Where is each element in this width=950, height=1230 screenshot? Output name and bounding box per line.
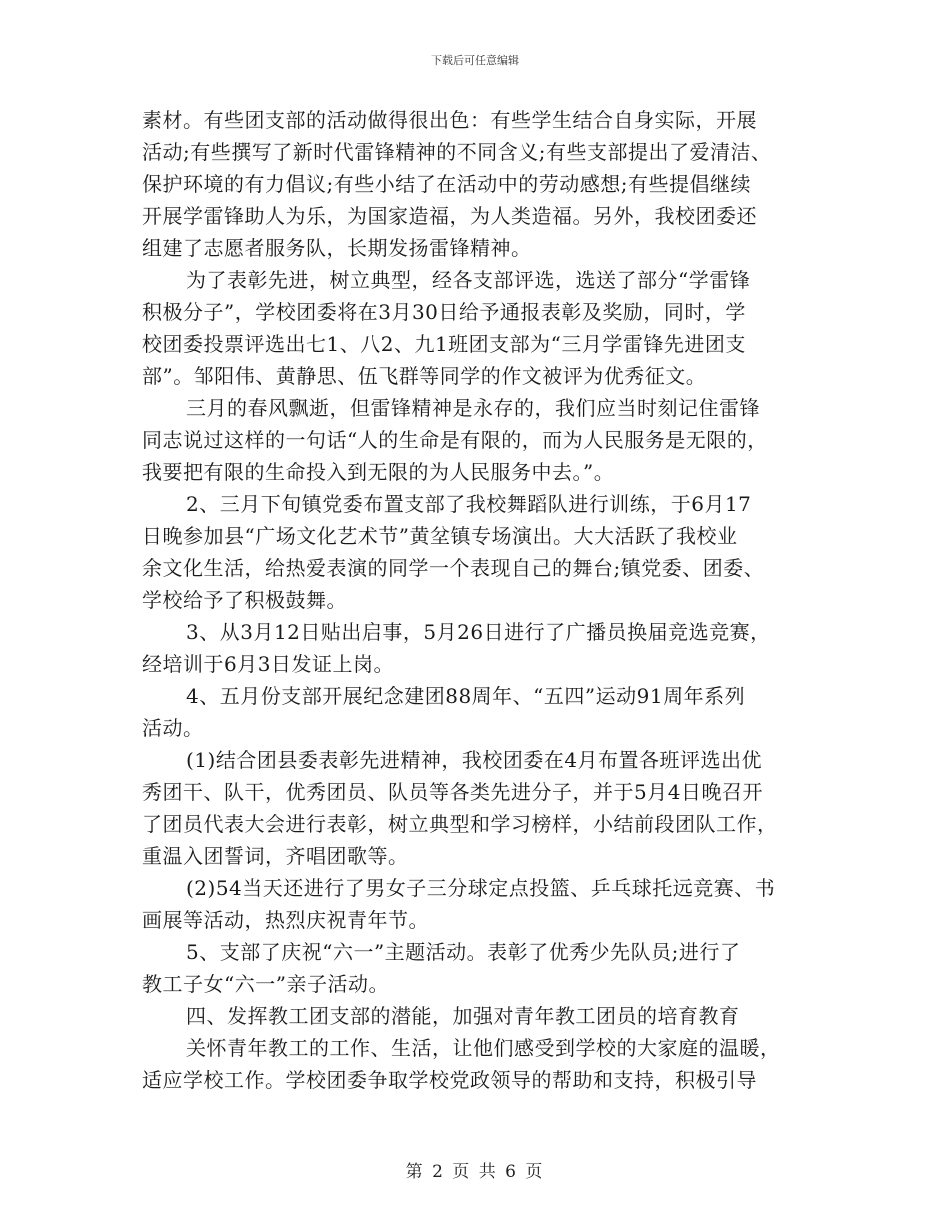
text-line: 适应学校工作。学校团委争取学校党政领导的帮助和支持，积极引导 [142,1068,757,1092]
text-line: (2)54当天还进行了男女子三分球定点投篮、乒乓球托远竞赛、书 [186,876,776,900]
text-line: (1)结合团县委表彰先进精神，我校团委在4月布置各班评选出优 [186,748,763,772]
text-line: 经培训于6月3日发证上岗。 [142,652,394,676]
text-line: 画展等活动，热烈庆祝青年节。 [142,908,429,932]
text-line: 教工子女“六一”亲子活动。 [142,972,389,996]
text-line: 部”。邹阳伟、黄静思、伍飞群等同学的作文被评为优秀征文。 [142,364,707,388]
text-line: 4、五月份支部开展纪念建团88周年、“五四”运动91周年系列 [186,684,746,708]
text-line: 三月的春风飘逝，但雷锋精神是永存的，我们应当时刻记住雷锋 [186,396,760,420]
text-line: 同志说过这样的一句话“人的生命是有限的，而为人民服务是无限的， [142,428,768,452]
text-line: 重温入团誓词，齐唱团歌等。 [142,844,409,868]
text-line: 学校给予了积极鼓舞。 [142,588,347,612]
text-line: 组建了志愿者服务队，长期发扬雷锋精神。 [142,236,532,260]
text-line: 开展学雷锋助人为乐，为国家造福，为人类造福。另外，我校团委还 [142,204,757,228]
text-line: 活动;有些撰写了新时代雷锋精神的不同含义;有些支部提出了爱清洁、 [142,140,772,164]
text-line: 2、三月下旬镇党委布置支部了我校舞蹈队进行训练，于6月17 [186,492,752,516]
text-line: 我要把有限的生命投入到无限的为人民服务中去。”。 [142,460,615,484]
text-line: 了团员代表大会进行表彰，树立典型和学习榜样，小结前段团队工作， [142,812,778,836]
text-line: 活动。 [142,716,204,740]
text-line: 积极分子”，学校团委将在3月30日给予通报表彰及奖励，同时，学 [142,300,746,324]
text-line: 四、发挥教工团支部的潜能，加强对青年教工团员的培育教育 [186,1004,740,1028]
text-line: 校团委投票评选出七1、八2、九1班团支部为“三月学雷锋先进团支 [142,332,746,356]
text-line: 秀团干、队干，优秀团员、队员等各类先进分子，并于5月4日晚召开 [142,780,763,804]
text-line: 为了表彰先进，树立典型，经各支部评选，选送了部分“学雷锋 [186,268,751,292]
text-line: 素材。有些团支部的活动做得很出色：有些学生结合自身实际，开展 [142,108,757,132]
document-body [142,104,822,1096]
page-header: 下载后可任意编辑 [431,54,519,67]
text-line: 5、支部了庆祝“六一”主题活动。表彰了优秀少先队员;进行了 [186,940,741,964]
page-footer: 第 2 页 共 6 页 [405,1162,545,1182]
text-line: 保护环境的有力倡议;有些小结了在活动中的劳动感想;有些提倡继续 [142,172,751,196]
text-line: 日晚参加县“广场文化艺术节”黄坌镇专场演出。大大活跃了我校业 [142,524,738,548]
text-line: 关怀青年教工的工作、生活，让他们感受到学校的大家庭的温暖， [186,1036,781,1060]
text-line: 余文化生活，给热爱表演的同学一个表现自己的舞台;镇党委、团委、 [142,556,765,580]
text-line: 3、从3月12日贴出启事，5月26日进行了广播员换届竞选竞赛， [186,620,771,644]
